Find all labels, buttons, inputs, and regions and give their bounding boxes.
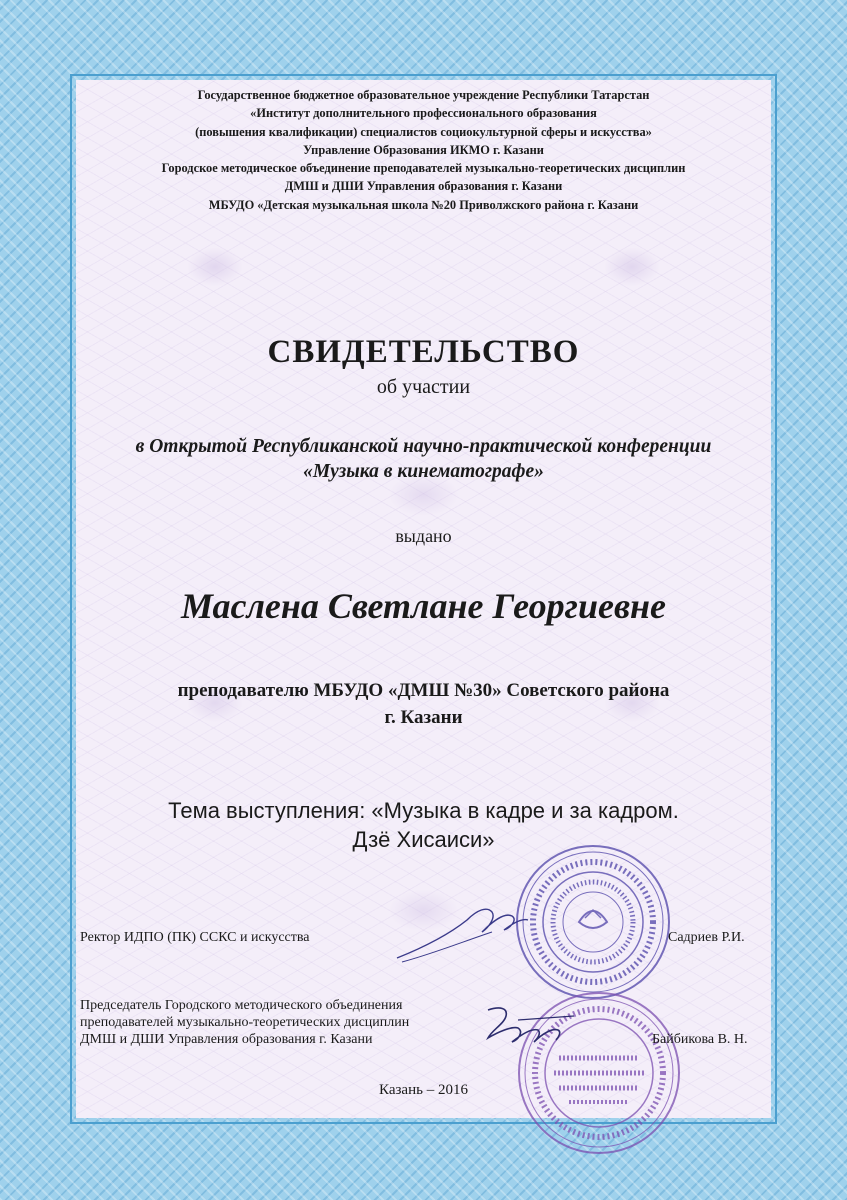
rector-signature: [392, 898, 532, 968]
header-line: ДМШ и ДШИ Управления образования г. Казани: [284, 179, 563, 194]
position-line: г. Казани: [384, 707, 463, 728]
chair-title-line: Председатель Городского методического объединения: [80, 998, 403, 1013]
chair-title: [80, 997, 409, 1048]
recipient-name: Маслена Светлане Георгиевне: [180, 586, 667, 626]
recipient-position: [76, 677, 771, 731]
chair-title-line: ДМШ и ДШИ Управления образования г. Казани: [80, 1032, 373, 1047]
header-line: Городское методическое объединение преподавателей музыкально-теоретических дисциплин: [161, 161, 686, 176]
chair-signature: [478, 998, 578, 1058]
place-and-year: Казань – 2016: [379, 1082, 468, 1098]
chair-name: Байбикова В. Н.: [652, 1032, 748, 1047]
header-line: Государственное бюджетное образовательное учреждение Республики Татарстан: [197, 88, 650, 102]
conference-line: в Открытой Республиканской научно-практической конференции: [135, 436, 712, 457]
institute-seal: [513, 842, 673, 1002]
header-line: (повышения квалификации) специалистов социокультурной сферы и искусства»: [195, 124, 652, 139]
issuer-header: [76, 86, 771, 214]
rector-name: Садриев Р.И.: [668, 930, 745, 945]
header-line: «Институт дополнительного профессионального образования: [250, 106, 597, 121]
conference-name: [76, 434, 771, 484]
certificate-title: СВИДЕТЕЛЬСТВО: [267, 334, 580, 370]
conference-line: «Музыка в кинематографе»: [303, 461, 544, 482]
chair-title-line: преподавателей музыкально-теоретических дисциплин: [80, 1015, 410, 1030]
topic-line: Дзё Хисаиси»: [352, 827, 495, 852]
topic-line: Тема выступления: «Музыка в кадре и за кадром.: [168, 798, 679, 823]
header-line: Управление Образования ИКМО г. Казани: [303, 142, 544, 157]
rector-title: Ректор ИДПО (ПК) ССКС и искусства: [80, 930, 310, 945]
issued-label: выдано: [395, 526, 452, 546]
position-line: преподавателю МБУДО «ДМШ №30» Советского района: [177, 680, 670, 701]
header-line: МБУДО «Детская музыкальная школа №20 Приволжского района г. Казани: [208, 197, 639, 212]
certificate-subtitle: об участии: [376, 376, 471, 398]
certificate-body: [76, 80, 771, 1118]
